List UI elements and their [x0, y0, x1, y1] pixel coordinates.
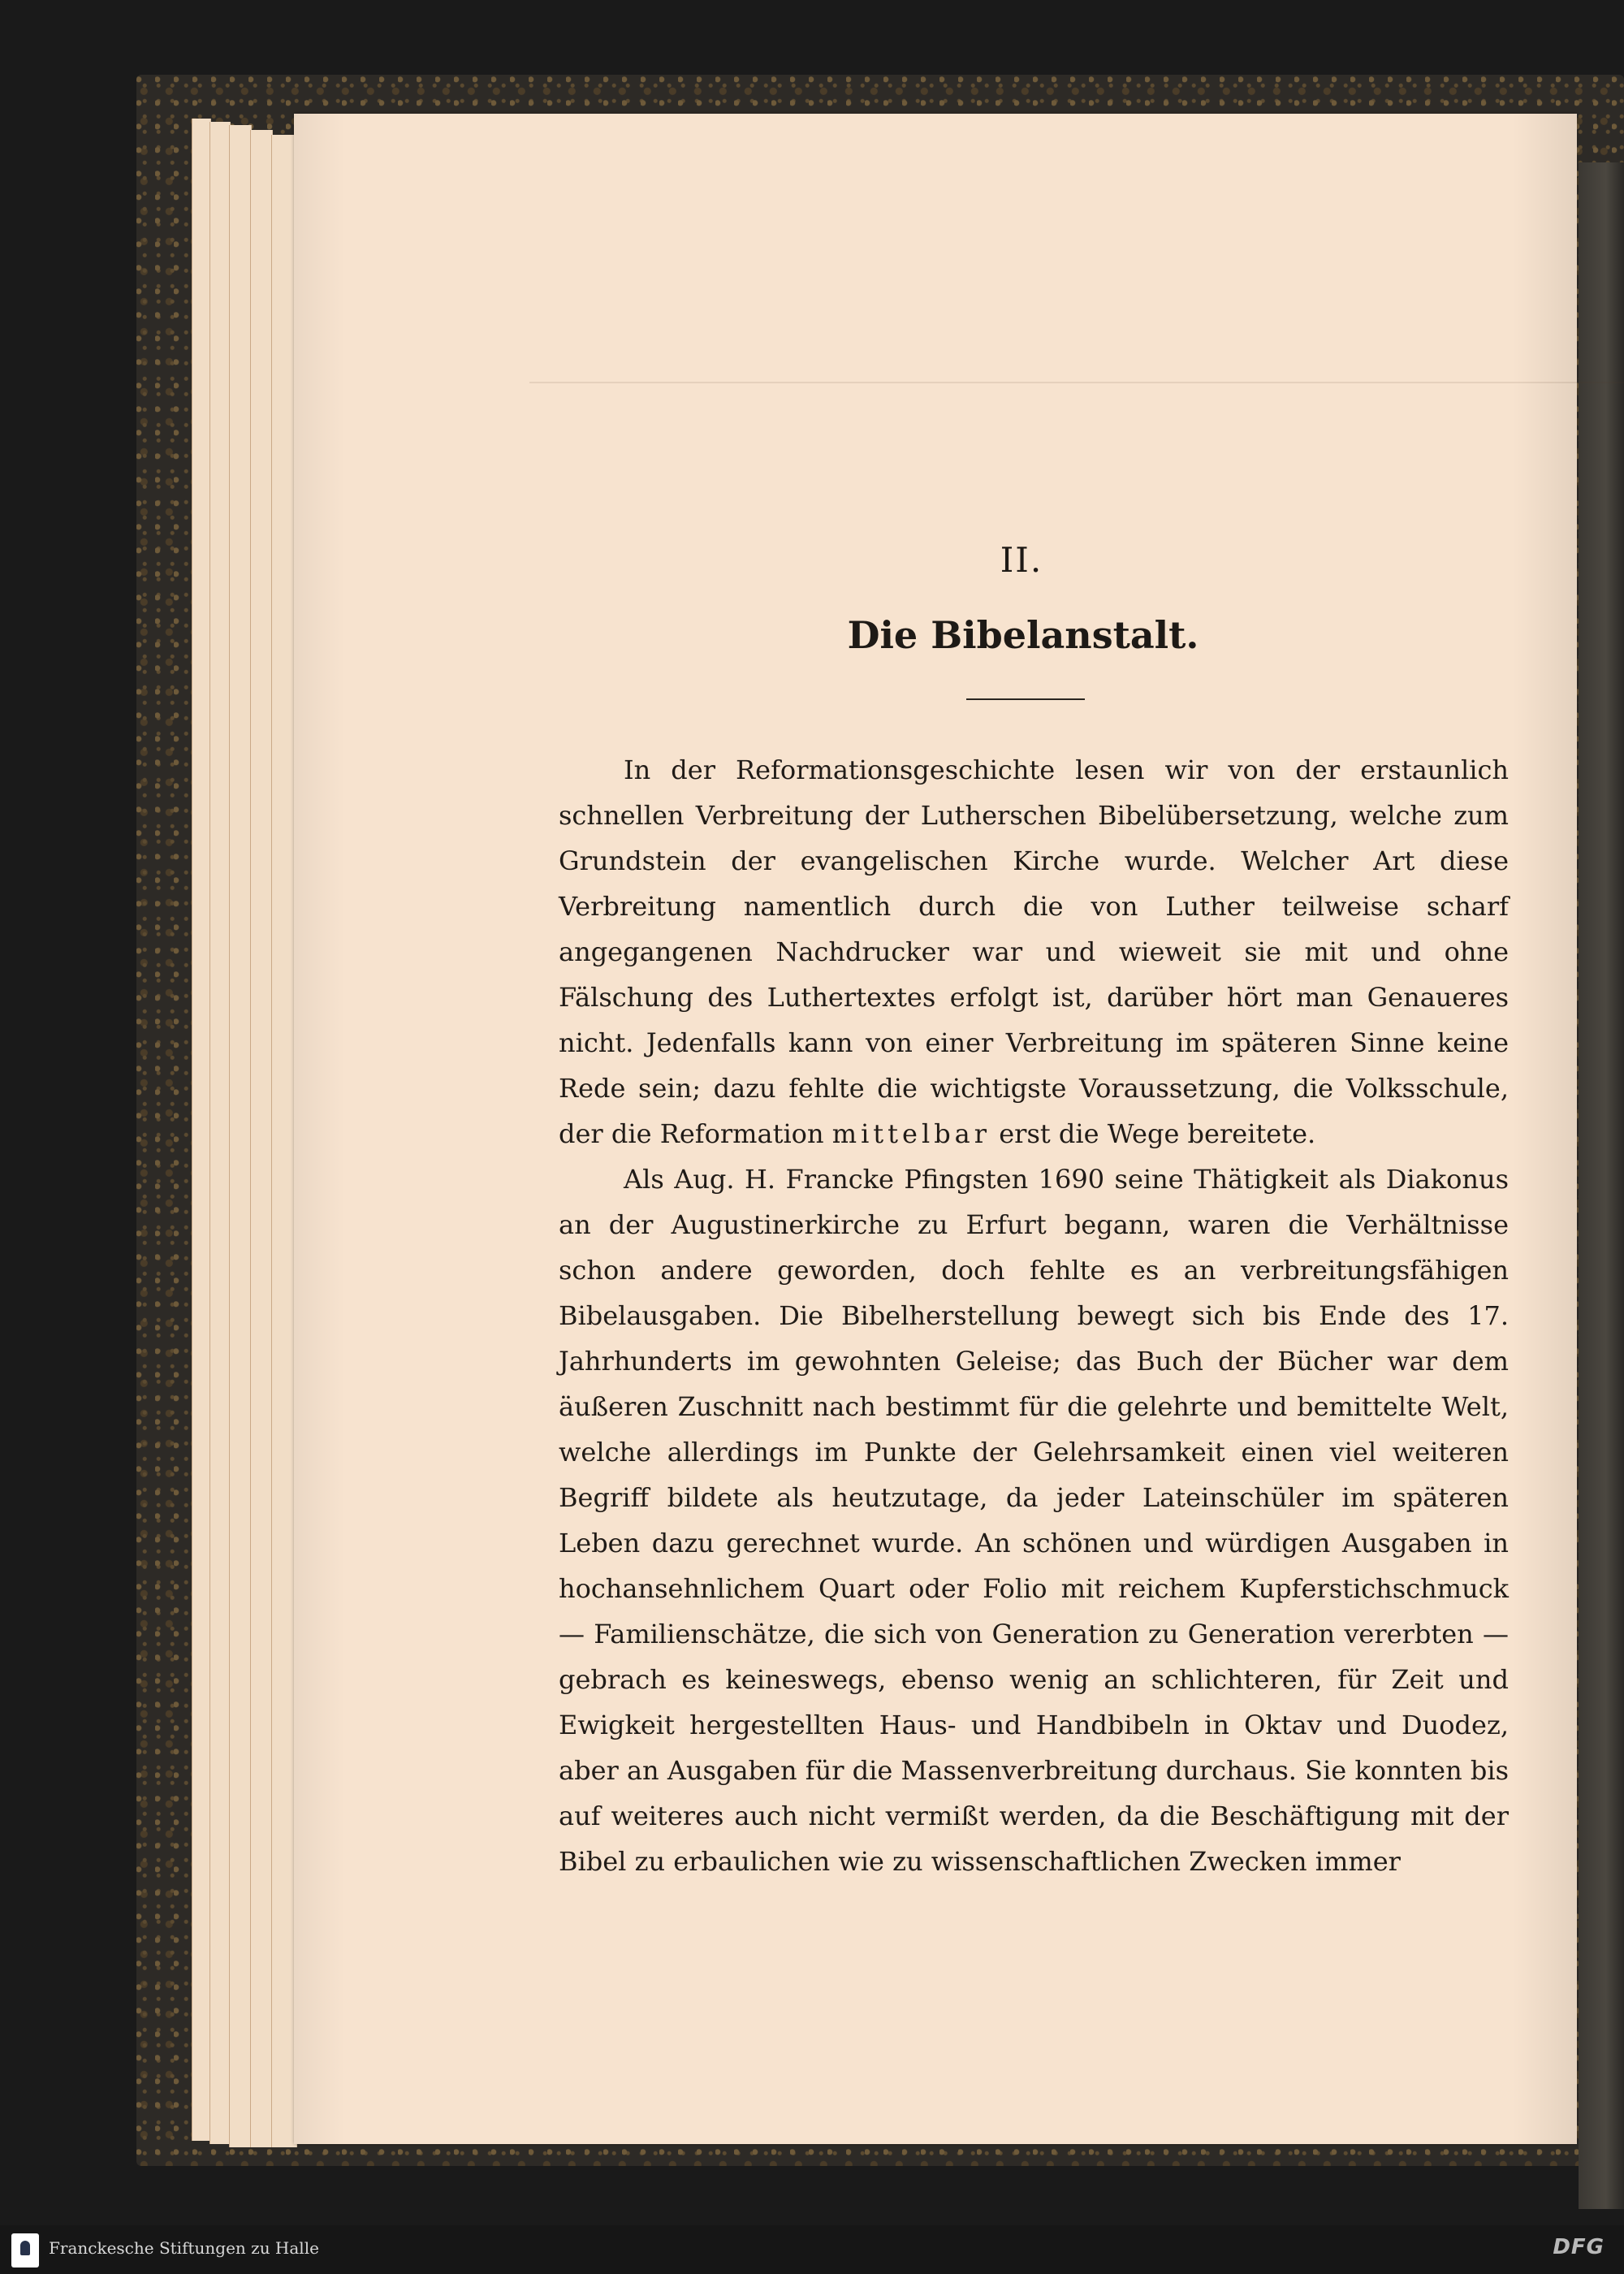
viewer-footer	[0, 2225, 1624, 2274]
spaced-word: mittelbar	[831, 1118, 991, 1149]
dfg-logo: DFG	[1553, 2235, 1605, 2259]
institution-logo-icon	[11, 2233, 39, 2268]
paragraph-tail: erst die Wege bereitete.	[991, 1118, 1316, 1149]
title-divider	[966, 698, 1085, 700]
chapter-numeral: II.	[1000, 540, 1043, 580]
paragraph-text: In der Reformationsgeschichte lesen wir von der erstaunlich schnellen Verbreitung der Lutherschen Bibelübersetzung, welche zum Grundstein der evangelischen Kirche wurde. Welcher Art diese Verbreitung namentlich durch die von Luther teilweise scharf angegangenen Nachdrucker war und wieweit sie mit und ohne Fälschung des Luthertextes erfolgt ist, darüber hört man Genaueres nicht. Jedenfalls kann von einer Verbreitung im späteren Sinne keine Rede sein; dazu fehlte die wichtigste Voraussetzung, die Volksschule, der die Reformation	[559, 754, 1509, 1149]
paragraph-text: Als Aug. H. Francke Pfingsten 1690 seine Thätigkeit als Diakonus an der Augustinerkirche zu Erfurt begann, waren die Verhältnisse schon andere geworden, doch fehlte es an verbreitungsfähigen Bibelausgaben. Die Bibelherstellung bewegt sich bis Ende des 17. Jahrhunderts im gewohnten Geleise; das Buch der Bücher war dem äußeren Zuschnitt nach bestimmt für die gelehrte und bemittelte Welt, welche allerdings im Punkte der Gelehrsamkeit einen viel weiteren Begriff bildete als heutzutage, da jeder Lateinschüler im späteren Leben dazu gerechnet wurde. An schönen und würdigen Ausgaben in hochansehnlichem Quart oder Folio mit reichem Kupferstichschmuck — Familienschätze, die sich von Generation zu Generation vererbten — gebrach es keineswegs, ebenso wenig an schlichteren, für Zeit und Ewigkeit hergestellten Haus- und Handbibeln in Oktav und Duodez, aber an Ausgaben für die Massenverbreitung durchaus. Sie konnten bis auf weiteres auch nicht vermißt werden, da die Beschäftigung mit der Bibel zu erbaulichen wie zu wissenschaftlichen Zwecken immer	[559, 1164, 1509, 1877]
page-edge	[209, 122, 231, 2144]
institution-name: Franckesche Stiftungen zu Halle	[49, 2238, 319, 2258]
page-edge	[192, 119, 211, 2141]
paragraph	[559, 747, 1509, 1156]
page-edge	[250, 130, 273, 2147]
page-edge	[229, 125, 252, 2147]
body-text	[559, 747, 1509, 1884]
chapter-title: Die Bibelanstalt.	[847, 613, 1199, 657]
paragraph	[559, 1156, 1509, 1884]
cover-board-edge	[1579, 162, 1624, 2209]
show-through-rule	[529, 382, 1624, 384]
